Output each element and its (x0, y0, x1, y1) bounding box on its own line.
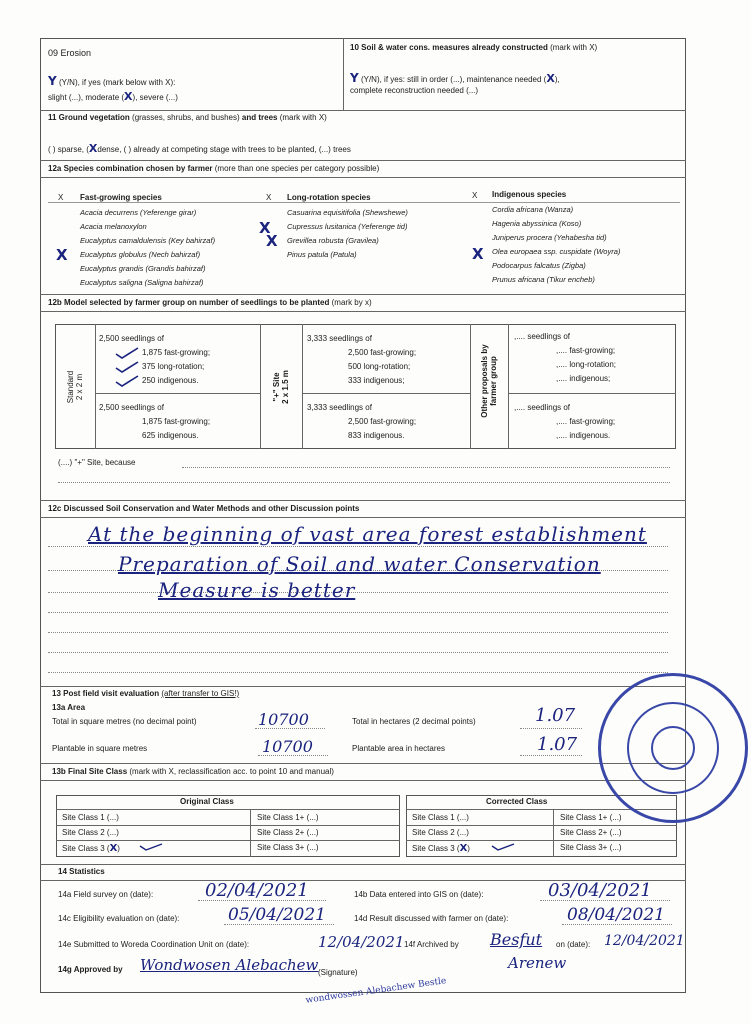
plus-site-because: (....) "+" Site, because (58, 458, 136, 467)
other2-line-3: ,.... indigenous. (556, 431, 611, 440)
corr-class-2plus: Site Class 2+ (...) (560, 828, 622, 837)
fast-species-1: Acacia decurrens (Yeferenge girar) (80, 208, 197, 217)
indig-species-3: Juniperus procera (Yehabesha tid) (492, 233, 607, 242)
other2-line-2: ,.... fast-growing; (556, 417, 616, 426)
section-11-title-text: 11 Ground vegetation (48, 113, 130, 122)
erosion-moderate-close: ), (132, 93, 138, 102)
orig-header-line (56, 809, 400, 810)
std1-line-1: 2,500 seedlings of (99, 334, 164, 343)
orig-class-3-text: Site Class 3 ( (62, 844, 110, 853)
divider-12b-sub (40, 311, 686, 312)
orig-class-1: Site Class 1 (...) (62, 813, 119, 822)
eligibility-label: 14c Eligibility evaluation on (date): (58, 914, 180, 923)
discussed-line (562, 924, 672, 925)
corr-class-3-check (490, 842, 516, 852)
corr-class-3-mark: X (459, 843, 468, 854)
discussed-label: 14d Result discussed with farmer on (date): (354, 914, 509, 923)
gis-entry-line (540, 900, 670, 901)
discussion-line-5 (48, 632, 668, 633)
plantable-ha-line (520, 755, 582, 756)
corr-check-stroke (492, 844, 514, 850)
section-13-title-suffix: (after transfer to GIS!) (161, 689, 240, 698)
section-12b-title-text: 12b Model selected by farmer group on number of seedlings to be planted (48, 298, 330, 307)
section-12b-title (48, 298, 372, 307)
orig-check-stroke (140, 844, 162, 850)
section-09-title: 09 Erosion (48, 48, 92, 58)
total-sqm-value: 10700 (258, 710, 309, 729)
corr-row-line-2 (406, 840, 677, 841)
section-11-title-suffix: (mark with X) (279, 113, 327, 122)
orig-class-3 (62, 843, 120, 854)
erosion-yn-answer: Y (48, 74, 57, 88)
model-col-line-4 (470, 324, 471, 449)
model-col-line-3 (302, 324, 303, 449)
orig-row-line-2 (56, 840, 400, 841)
official-stamp-emblem (651, 726, 695, 770)
corr-class-1: Site Class 1 (...) (412, 813, 469, 822)
other-proposals-text-2: farmer group (489, 356, 498, 406)
orig-class-1plus: Site Class 1+ (...) (257, 813, 319, 822)
species-x-col-3: X (472, 191, 478, 200)
eligibility-date: 05/04/2021 (228, 905, 326, 925)
std1-check-marks (112, 344, 142, 388)
orig-row-line-1 (56, 825, 400, 826)
corr-class-3 (412, 843, 470, 854)
section-10-title-text: 10 Soil & water cons. measures already constructed (350, 43, 548, 52)
section-11-options (48, 142, 351, 155)
plantable-ha-value: 1.07 (537, 734, 578, 755)
discussion-hand-line-3: Measure is better (158, 578, 356, 602)
plantable-sqm-value: 10700 (262, 737, 313, 756)
total-ha-value: 1.07 (535, 705, 576, 726)
long-species-3: Grevillea robusta (Gravilea) (287, 236, 379, 245)
indig-species-4: Olea europaea ssp. cuspidate (Woyra) (492, 247, 621, 256)
std2-line-1: 2,500 seedlings of (99, 403, 164, 412)
std2-line-2: 1,875 fast-growing; (142, 417, 211, 426)
orig-class-3-mark: X (109, 843, 118, 854)
erosion-severe: severe (...) (139, 93, 178, 102)
plus1-line-2: 2,500 fast-growing; (348, 348, 417, 357)
corr-class-3plus: Site Class 3+ (...) (560, 843, 622, 852)
model-row-line-std (95, 393, 260, 394)
section-13b-title-text: 13b Final Site Class (52, 767, 128, 776)
corr-col-line (553, 809, 554, 857)
soilcons-yn-answer: Y (350, 71, 359, 85)
discussion-line-4 (48, 612, 668, 613)
discussion-hand-line-2: Preparation of Soil and water Conservation (118, 552, 601, 576)
section-11-title-and: and (241, 113, 257, 122)
standard-label (66, 347, 84, 427)
model-col-line-5 (508, 324, 509, 449)
section-10-title (350, 43, 597, 52)
orig-class-3plus: Site Class 3+ (...) (257, 843, 319, 852)
soilcons-line1-end: ), (554, 75, 560, 84)
section-10-line2: complete reconstruction needed (...) (350, 86, 479, 95)
total-ha-label: Total in hectares (2 decimal points) (352, 717, 476, 726)
orig-class-3-close: ) (117, 844, 120, 853)
fast-species-6: Eucalyptus saligna (Saligna bahirzaf) (80, 278, 204, 287)
gis-entry-label: 14b Data entered into GIS on (date): (354, 890, 484, 899)
species-x-col-1: X (58, 193, 64, 202)
gis-entry-date: 03/04/2021 (548, 880, 652, 901)
erosion-slight: slight (...), (48, 93, 84, 102)
divider-12c-sub (40, 517, 686, 518)
model-row-line-plus (302, 393, 470, 394)
corr-class-3-text: Site Class 3 ( (412, 844, 460, 853)
total-sqm-line (255, 728, 325, 729)
model-col-line-2 (260, 324, 261, 449)
divider-11 (40, 110, 686, 111)
std1-line-2: 1,875 fast-growing; (142, 348, 211, 357)
mark-grevillea: X (266, 232, 278, 250)
check-mark-3 (116, 376, 138, 386)
erosion-moderate-mark: X (124, 90, 133, 103)
indig-species-2: Hagenia abyssinica (Koso) (492, 219, 582, 228)
long-species-1: Casuarina equisitifolia (Shewshewe) (287, 208, 408, 217)
fast-species-4: Eucalyptus globulus (Nech bahirzaf) (80, 250, 201, 259)
plus2-line-2: 2,500 fast-growing; (348, 417, 417, 426)
eligibility-line (224, 924, 334, 925)
standard-dim-text: 2 x 2 m (75, 373, 84, 401)
section-11-title-trees: trees (258, 113, 278, 122)
section-11-title (48, 113, 327, 122)
std2-line-3: 625 indigenous. (142, 431, 199, 440)
long-species-4: Pinus patula (Patula) (287, 250, 357, 259)
signature-label: (Signature) (318, 968, 358, 977)
total-sqm-label: Total in square metres (no decimal point) (52, 717, 197, 726)
archived-date: 12/04/2021 (604, 933, 685, 949)
divider-09-10 (343, 38, 344, 110)
because-dotline-1 (182, 467, 670, 468)
indigenous-header: Indigenous species (492, 190, 567, 199)
archived-name-2: Arenew (508, 954, 567, 972)
plus1-line-4: 333 indigenous; (348, 376, 405, 385)
approved-label: 14g Approved by (58, 965, 123, 974)
indig-species-5: Podocarpus falcatus (Zigba) (492, 261, 586, 270)
corr-row-line-1 (406, 825, 677, 826)
discussion-line-1 (48, 546, 668, 547)
divider-12c (40, 500, 686, 501)
submitted-date: 12/04/2021 (318, 933, 405, 951)
original-class-header: Original Class (180, 797, 234, 806)
divider-13 (40, 686, 686, 687)
vegetation-dense: dense, ( ) already at competing stage with trees to be planted, (...) trees (97, 145, 351, 154)
section-13b-title (52, 767, 334, 776)
signature-stamp-text: wondwossen Alebachew Bestle (304, 976, 447, 1006)
discussion-hand-line-1: At the beginning of vast area forest establishment (88, 522, 647, 546)
section-12b-title-suffix: (mark by x) (331, 298, 372, 307)
approved-name: Wondwosen Alebachew (140, 956, 319, 974)
plus-site-label (272, 347, 290, 427)
divider-13b-sub (40, 780, 686, 781)
field-survey-date: 02/04/2021 (205, 880, 309, 901)
erosion-yn-text: (Y/N), if yes (mark below with X): (58, 78, 176, 87)
species-header-rule (48, 202, 680, 203)
check-mark-2 (116, 362, 138, 372)
discussion-line-3 (48, 592, 668, 593)
section-12a-title (48, 164, 379, 173)
vegetation-sparse: ( ) sparse, ( (48, 145, 89, 154)
indig-species-6: Prunus africana (Tikur encheb) (492, 275, 595, 284)
long-rotation-header: Long-rotation species (287, 193, 371, 202)
fast-growing-header: Fast-growing species (80, 193, 162, 202)
section-13-title-text: 13 Post field visit evaluation (52, 689, 160, 698)
model-col-line-1 (95, 324, 96, 449)
total-ha-line (520, 728, 582, 729)
mark-cupressus: X (259, 219, 271, 237)
section-10-line1 (350, 71, 560, 85)
orig-class-2: Site Class 2 (...) (62, 828, 119, 837)
archived-name: Besfut (490, 930, 543, 949)
erosion-moderate: moderate ( (85, 93, 125, 102)
mark-olea: X (472, 245, 484, 263)
plus1-line-1: 3,333 seedlings of (307, 334, 372, 343)
soilcons-yn-text: (Y/N), if yes: still in order (...), maintenance needed ( (360, 75, 547, 84)
fast-species-3: Eucalyptus camaldulensis (Key bahirzaf) (80, 236, 216, 245)
plus-site-label-text: "+" Site (272, 372, 281, 402)
vegetation-dense-mark: X (88, 142, 98, 155)
fast-species-2: Acacia melanoxylon (80, 222, 147, 231)
field-survey-label: 14a Field survey on (date): (58, 890, 154, 899)
mark-eucalyptus-globulus: X (56, 246, 68, 264)
divider-12a (40, 160, 686, 161)
divider-12b (40, 294, 686, 295)
corrected-class-header: Corrected Class (486, 797, 548, 806)
model-row-line-other (508, 393, 676, 394)
plus-site-dim-text: 2 x 1.5 m (281, 370, 290, 404)
standard-label-text: Standard (66, 370, 75, 404)
orig-class-3-check (138, 842, 164, 852)
official-stamp (598, 673, 748, 823)
std1-line-4: 250 indigenous. (142, 376, 199, 385)
soilcons-maint-mark: X (546, 72, 555, 85)
divider-12a-sub (40, 177, 686, 178)
corr-class-3-close: ) (467, 844, 470, 853)
long-species-2: Cupressus lusitanica (Yeferenge tid) (287, 222, 408, 231)
section-13b-title-suffix: (mark with X, reclassification acc. to point 10 and manual) (129, 767, 334, 776)
other-proposals-label (480, 321, 498, 441)
discussed-date: 08/04/2021 (567, 905, 665, 925)
discussion-line-7 (48, 672, 668, 673)
divider-13b (40, 763, 686, 764)
section-12a-title-text: 12a Species combination chosen by farmer (48, 164, 213, 173)
plantable-sqm-label: Plantable in square metres (52, 744, 148, 753)
plus2-line-1: 3,333 seedlings of (307, 403, 372, 412)
section-13-title (52, 689, 239, 698)
field-survey-line (198, 900, 326, 901)
section-14-title: 14 Statistics (58, 867, 105, 876)
section-12a-title-suffix: (more than one species per category possible) (214, 164, 380, 173)
plus1-line-3: 500 long-rotation; (348, 362, 411, 371)
discussion-line-6 (48, 652, 668, 653)
submitted-label: 14e Submitted to Woreda Coordination Unit on (date): (58, 940, 250, 949)
check-mark-1 (116, 348, 138, 358)
plus2-line-3: 833 indigenous. (348, 431, 405, 440)
other1-line-2: ,.... fast-growing; (556, 346, 616, 355)
official-stamp-inner-ring (627, 702, 719, 794)
because-dotline-2 (58, 482, 670, 483)
fast-species-5: Eucalyptus grandis (Grandis bahirzaf) (80, 264, 206, 273)
section-13a-title: 13a Area (52, 703, 86, 712)
other-proposals-text: Other proposals by (480, 344, 489, 418)
section-10-title-suffix: (mark with X) (550, 43, 598, 52)
orig-class-2plus: Site Class 2+ (...) (257, 828, 319, 837)
orig-col-line (250, 809, 251, 857)
other1-line-1: ,.... seedlings of (514, 332, 571, 341)
corr-class-1plus: Site Class 1+ (...) (560, 813, 622, 822)
archived-on-label: on (date): (556, 940, 591, 949)
species-x-col-2: X (266, 193, 272, 202)
corr-class-2: Site Class 2 (...) (412, 828, 469, 837)
plantable-sqm-line (258, 755, 328, 756)
section-09-line1 (48, 74, 175, 88)
section-11-title-mid: (grasses, shrubs, and bushes) (132, 113, 240, 122)
other1-line-4: ,.... indigenous; (556, 374, 611, 383)
std1-line-3: 375 long-rotation; (142, 362, 205, 371)
section-12c-title: 12c Discussed Soil Conservation and Water Methods and other Discussion points (48, 504, 360, 513)
other1-line-3: ,.... long-rotation; (556, 360, 617, 369)
other2-line-1: ,.... seedlings of (514, 403, 571, 412)
indig-species-1: Cordia africana (Wanza) (492, 205, 574, 214)
divider-14 (40, 864, 686, 865)
plantable-ha-label: Plantable area in hectares (352, 744, 445, 753)
archived-label: 14f Archived by (404, 940, 459, 949)
section-09-line2 (48, 90, 178, 103)
